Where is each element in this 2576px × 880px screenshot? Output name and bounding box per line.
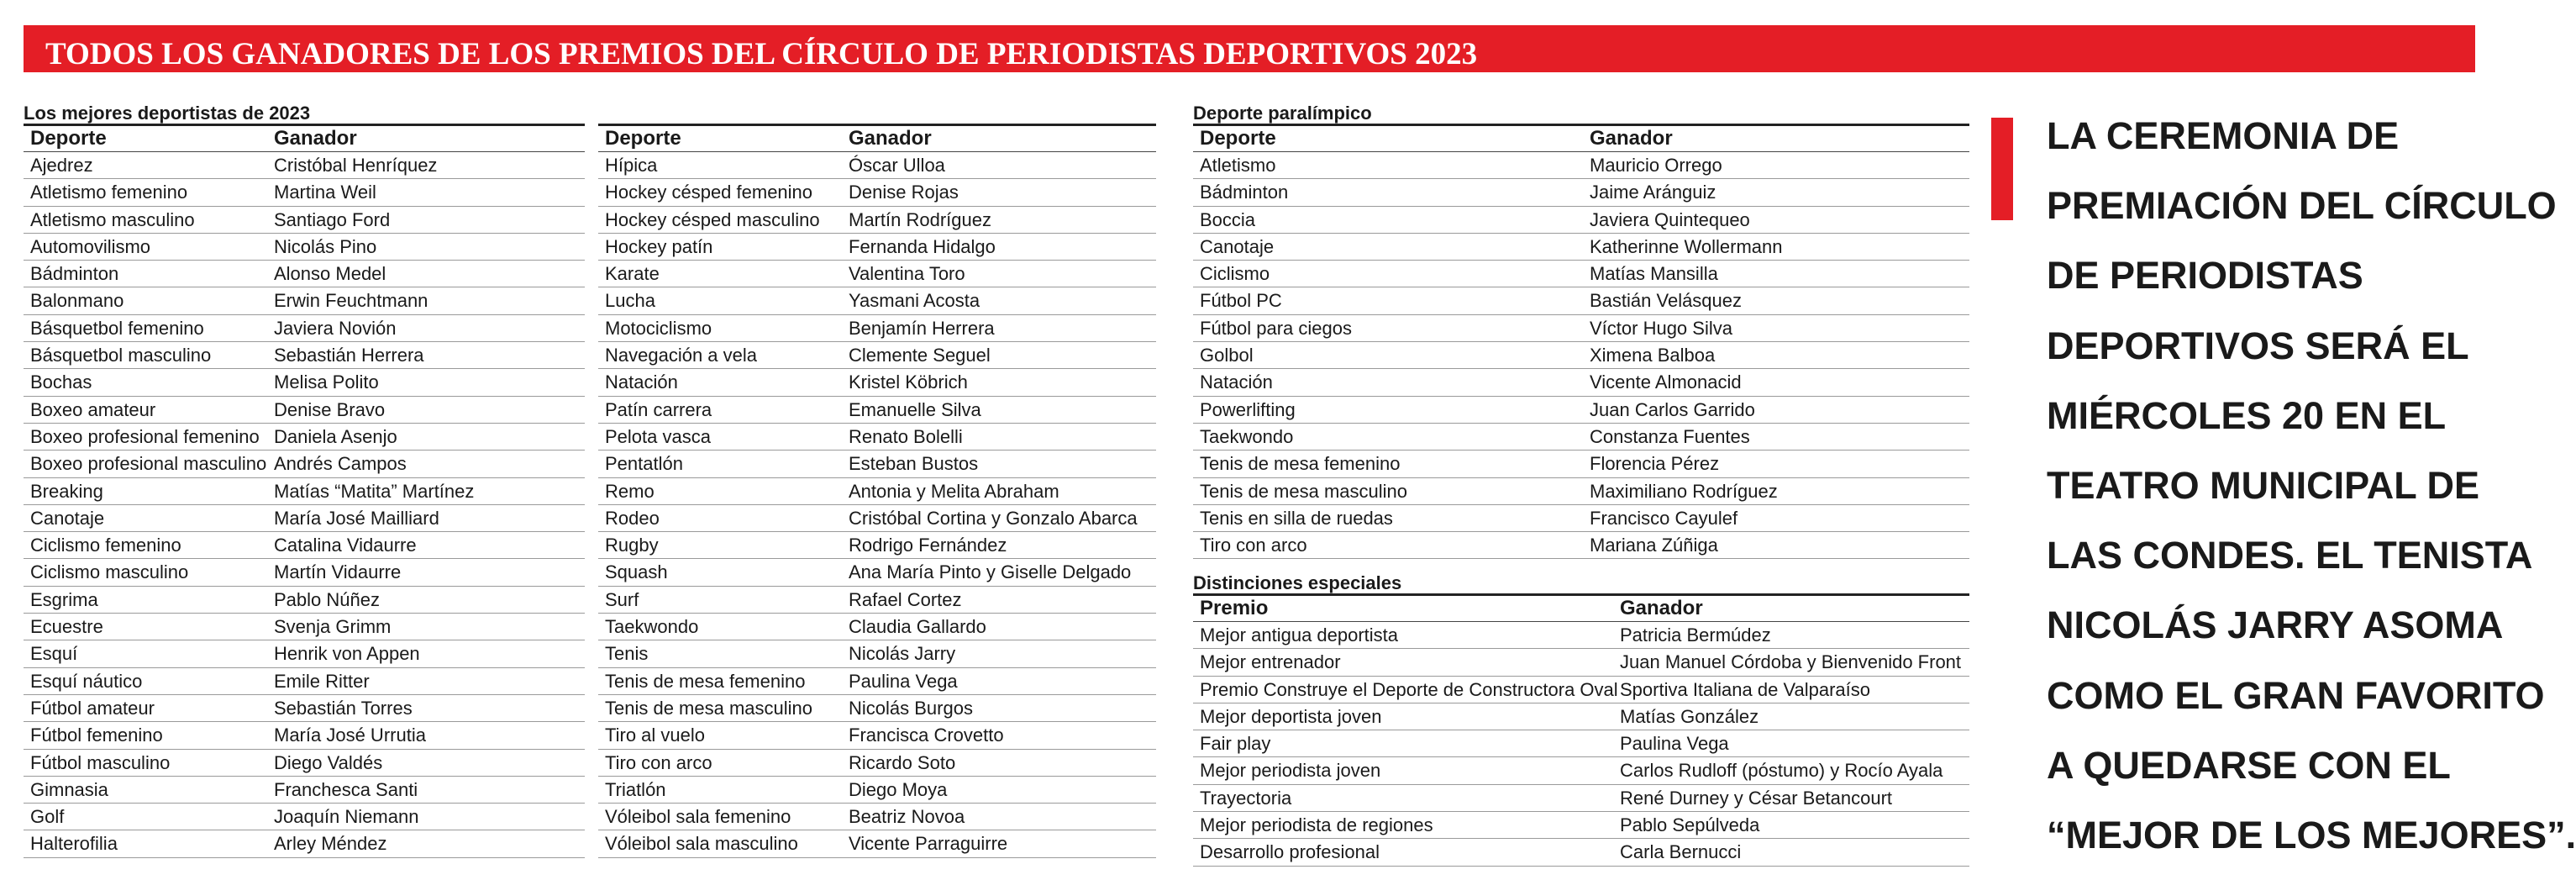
cell-winner: Alonso Medel: [274, 263, 386, 285]
cell-category: Tenis de mesa femenino: [1200, 453, 1401, 475]
cell-winner: Sebastián Torres: [274, 697, 413, 719]
cell-category: Trayectoria: [1200, 787, 1292, 809]
table-row: [598, 668, 1156, 695]
cell-winner: Florencia Pérez: [1590, 453, 1720, 475]
cell-winner: Erwin Feuchtmann: [274, 290, 428, 312]
mejores-caption: Los mejores deportistas de 2023: [24, 103, 311, 124]
cell-category: Boxeo profesional femenino: [30, 425, 260, 447]
table-row: [1193, 397, 1969, 424]
table-row: [598, 424, 1156, 451]
table-row: [24, 559, 585, 586]
table-row: [598, 152, 1156, 179]
cell-category: Premio Construye el Deporte de Constructora Oval: [1200, 678, 1618, 700]
distinciones-caption: Distinciones especiales: [1193, 572, 1402, 593]
table-row: [24, 152, 585, 179]
cell-category: Triatlón: [605, 778, 666, 800]
cell-winner: Emile Ritter: [274, 670, 370, 692]
cell-winner: Mauricio Orrego: [1590, 155, 1722, 176]
table-row: [1193, 315, 1969, 342]
table-row: [24, 261, 585, 287]
cell-category: Tenis en silla de ruedas: [1200, 507, 1393, 529]
table-body: [24, 152, 585, 858]
cell-winner: Arley Méndez: [274, 833, 387, 855]
table-row: [1193, 812, 1969, 839]
table-row: [1193, 261, 1969, 287]
cell-category: Fair play: [1200, 733, 1271, 755]
header-deporte: Deporte: [30, 127, 107, 150]
table-row: [598, 640, 1156, 667]
table-row: [1193, 677, 1969, 703]
highlight-line: DE PERIODISTAS: [2047, 254, 2363, 298]
cell-category: Mejor antigua deportista: [1200, 624, 1399, 646]
cell-category: Ciclismo: [1200, 263, 1270, 285]
cell-category: Karate: [605, 263, 660, 285]
cell-winner: Ana María Pinto y Giselle Delgado: [849, 561, 1132, 583]
table-row: [24, 451, 585, 477]
cell-category: Balonmano: [30, 290, 124, 312]
cell-category: Taekwondo: [1200, 425, 1294, 447]
table-row: [24, 830, 585, 857]
cell-category: Esgrima: [30, 588, 98, 610]
table-row: [598, 369, 1156, 396]
cell-category: Patín carrera: [605, 398, 712, 420]
table-header: [598, 124, 1156, 152]
cell-category: Boxeo profesional masculino: [30, 453, 267, 475]
table-row: [598, 287, 1156, 314]
table-row: [598, 804, 1156, 830]
cell-category: Atletismo masculino: [30, 208, 195, 230]
table-row: [24, 207, 585, 234]
cell-category: Tiro con arco: [605, 751, 712, 773]
cell-category: Bádminton: [1200, 182, 1289, 203]
cell-category: Tiro al vuelo: [605, 725, 706, 746]
table-row: [24, 397, 585, 424]
cell-winner: María José Mailliard: [274, 507, 439, 529]
table-row: [1193, 785, 1969, 812]
cell-category: Fútbol para ciegos: [1200, 317, 1352, 339]
table-row: [1193, 424, 1969, 451]
cell-winner: Martín Rodríguez: [849, 208, 991, 230]
cell-winner: Sportiva Italiana de Valparaíso: [1620, 678, 1870, 700]
table-row: [598, 451, 1156, 477]
distinciones-table: [1193, 573, 1969, 867]
cell-category: Atletismo femenino: [30, 182, 188, 203]
table-row: [24, 505, 585, 532]
header-ganador: Ganador: [274, 127, 357, 150]
table-row: [24, 750, 585, 777]
cell-category: Natación: [605, 371, 678, 393]
cell-category: Lucha: [605, 290, 655, 312]
cell-category: Golf: [30, 806, 65, 828]
cell-winner: René Durney y César Betancourt: [1620, 787, 1893, 809]
cell-category: Desarrollo profesional: [1200, 841, 1380, 863]
cell-winner: Matías González: [1620, 705, 1759, 727]
cell-category: Golbol: [1200, 345, 1254, 366]
table-row: [598, 722, 1156, 749]
cell-category: Mejor periodista joven: [1200, 760, 1381, 782]
cell-category: Taekwondo: [605, 616, 699, 638]
cell-category: Tenis de mesa masculino: [605, 697, 813, 719]
cell-winner: Javiera Quintequeo: [1590, 208, 1750, 230]
table-row: [598, 478, 1156, 505]
cell-winner: Santiago Ford: [274, 208, 391, 230]
table-row: [24, 587, 585, 614]
cell-category: Navegación a vela: [605, 345, 758, 366]
cell-winner: Carla Bernucci: [1620, 841, 1742, 863]
cell-winner: Patricia Bermúdez: [1620, 624, 1771, 646]
cell-winner: Rafael Cortez: [849, 588, 962, 610]
cell-category: Tenis de mesa masculino: [1200, 480, 1408, 502]
cell-winner: Vicente Almonacid: [1590, 371, 1742, 393]
table-body: [1193, 622, 1969, 867]
cell-category: Pentatlón: [605, 453, 683, 475]
table-row: [598, 750, 1156, 777]
cell-category: Ciclismo masculino: [30, 561, 189, 583]
table-body: [598, 152, 1156, 858]
highlight-line: PREMIACIÓN DEL CÍRCULO: [2047, 184, 2557, 228]
table-row: [598, 830, 1156, 857]
table-row: [24, 804, 585, 830]
mejores-table-right: [598, 124, 1156, 858]
cell-winner: Rodrigo Fernández: [849, 535, 1007, 556]
cell-category: Hockey césped masculino: [605, 208, 820, 230]
cell-category: Atletismo: [1200, 155, 1276, 176]
table-row: [24, 478, 585, 505]
cell-category: Bádminton: [30, 263, 119, 285]
table-row: [1193, 505, 1969, 532]
cell-category: Gimnasia: [30, 778, 108, 800]
cell-category: Fútbol PC: [1200, 290, 1282, 312]
cell-winner: Pablo Núñez: [274, 588, 380, 610]
header-ganador: Ganador: [1620, 597, 1703, 619]
cell-winner: Svenja Grimm: [274, 616, 392, 638]
cell-category: Ajedrez: [30, 155, 93, 176]
table-row: [598, 261, 1156, 287]
cell-category: Esquí: [30, 643, 78, 665]
header-ganador: Ganador: [849, 127, 932, 150]
cell-winner: Nicolás Jarry: [849, 643, 956, 665]
cell-category: Powerlifting: [1200, 398, 1296, 420]
table-row: [598, 614, 1156, 640]
cell-winner: Ximena Balboa: [1590, 345, 1716, 366]
cell-winner: Víctor Hugo Silva: [1590, 317, 1732, 339]
table-row: [24, 287, 585, 314]
cell-category: Automovilismo: [30, 235, 151, 257]
cell-winner: Denise Rojas: [849, 182, 959, 203]
cell-winner: Fernanda Hidalgo: [849, 235, 996, 257]
table-row: [598, 397, 1156, 424]
cell-category: Hockey patín: [605, 235, 713, 257]
cell-category: Squash: [605, 561, 668, 583]
cell-category: Rugby: [605, 535, 659, 556]
highlight-line: DEPORTIVOS SERÁ EL: [2047, 324, 2469, 367]
cell-winner: Pablo Sepúlveda: [1620, 814, 1760, 836]
cell-winner: Melisa Polito: [274, 371, 379, 393]
table-row: [598, 777, 1156, 804]
cell-winner: Emanuelle Silva: [849, 398, 981, 420]
cell-category: Bochas: [30, 371, 92, 393]
cell-winner: Cristóbal Cortina y Gonzalo Abarca: [849, 507, 1138, 529]
table-row: [24, 640, 585, 667]
header-deporte: Deporte: [1200, 127, 1276, 150]
cell-winner: Katherinne Wollermann: [1590, 235, 1783, 257]
table-header: [24, 124, 585, 152]
table-row: [598, 342, 1156, 369]
highlight-line: A QUEDARSE CON EL: [2047, 743, 2451, 787]
page-title: TODOS LOS GANADORES DE LOS PREMIOS DEL CÍRCULO DE PERIODISTAS DEPORTIVOS 2023: [45, 37, 1478, 71]
cell-category: Esquí náutico: [30, 670, 143, 692]
cell-winner: Kristel Köbrich: [849, 371, 968, 393]
table-row: [598, 234, 1156, 261]
cell-category: Fútbol amateur: [30, 697, 155, 719]
cell-winner: Ricardo Soto: [849, 751, 956, 773]
cell-category: Rodeo: [605, 507, 660, 529]
table-row: [1193, 703, 1969, 730]
table-row: [598, 695, 1156, 722]
cell-category: Mejor entrenador: [1200, 651, 1341, 673]
cell-winner: Javiera Novión: [274, 317, 397, 339]
cell-winner: Joaquín Niemann: [274, 806, 419, 828]
cell-winner: Diego Valdés: [274, 751, 383, 773]
table-row: [24, 532, 585, 559]
cell-winner: Andrés Campos: [274, 453, 407, 475]
cell-winner: Franchesca Santi: [274, 778, 418, 800]
table-row: [1193, 839, 1969, 866]
cell-winner: Clemente Seguel: [849, 345, 991, 366]
table-row: [598, 505, 1156, 532]
cell-winner: Catalina Vidaurre: [274, 535, 417, 556]
highlight-line: “MEJOR DE LOS MEJORES”.: [2047, 814, 2576, 857]
header-premio: Premio: [1200, 597, 1269, 619]
cell-winner: Renato Bolelli: [849, 425, 963, 447]
cell-winner: Diego Moya: [849, 778, 948, 800]
cell-category: Mejor periodista de regiones: [1200, 814, 1433, 836]
cell-winner: Denise Bravo: [274, 398, 386, 420]
cell-category: Hockey césped femenino: [605, 182, 813, 203]
table-body: [1193, 152, 1969, 559]
cell-category: Tenis de mesa femenino: [605, 670, 806, 692]
highlight-line: NICOLÁS JARRY ASOMA: [2047, 603, 2504, 647]
cell-winner: Beatriz Novoa: [849, 806, 965, 828]
cell-winner: Matías Mansilla: [1590, 263, 1718, 285]
table-row: [1193, 730, 1969, 757]
table-row: [24, 369, 585, 396]
cell-category: Vóleibol sala femenino: [605, 806, 791, 828]
table-row: [24, 668, 585, 695]
cell-winner: Sebastián Herrera: [274, 345, 424, 366]
table-row: [24, 234, 585, 261]
cell-winner: Carlos Rudloff (póstumo) y Rocío Ayala: [1620, 760, 1943, 782]
table-row: [598, 207, 1156, 234]
cell-winner: Francisca Crovetto: [849, 725, 1004, 746]
cell-winner: Maximiliano Rodríguez: [1590, 480, 1778, 502]
cell-winner: Henrik von Appen: [274, 643, 420, 665]
cell-winner: Cristóbal Henríquez: [274, 155, 438, 176]
table-row: [1193, 757, 1969, 784]
cell-winner: Juan Manuel Córdoba y Bienvenido Front: [1620, 651, 1962, 673]
paralimpico-table: [1193, 103, 1969, 559]
table-row: [24, 614, 585, 640]
mejores-table-left: [24, 103, 585, 858]
table-row: [24, 424, 585, 451]
cell-winner: Paulina Vega: [849, 670, 958, 692]
cell-winner: Paulina Vega: [1620, 733, 1729, 755]
cell-winner: Vicente Parraguirre: [849, 833, 1008, 855]
table-row: [1193, 152, 1969, 179]
cell-winner: Mariana Zúñiga: [1590, 535, 1718, 556]
table-row: [1193, 622, 1969, 649]
cell-category: Canotaje: [30, 507, 105, 529]
cell-category: Breaking: [30, 480, 103, 502]
cell-winner: Claudia Gallardo: [849, 616, 986, 638]
cell-category: Boxeo amateur: [30, 398, 156, 420]
table-row: [598, 532, 1156, 559]
cell-winner: Nicolás Burgos: [849, 697, 973, 719]
highlight-line: MIÉRCOLES 20 EN EL: [2047, 393, 2447, 437]
cell-winner: Antonia y Melita Abraham: [849, 480, 1059, 502]
table-row: [24, 777, 585, 804]
table-row: [1193, 207, 1969, 234]
table-row: [1193, 451, 1969, 477]
table-row: [598, 587, 1156, 614]
cell-category: Pelota vasca: [605, 425, 711, 447]
cell-category: Tiro con arco: [1200, 535, 1307, 556]
highlight-line: LA CEREMONIA DE: [2047, 114, 2400, 157]
table-header: [1193, 593, 1969, 622]
cell-category: Canotaje: [1200, 235, 1275, 257]
cell-category: Natación: [1200, 371, 1273, 393]
cell-winner: Nicolás Pino: [274, 235, 377, 257]
cell-category: Surf: [605, 588, 639, 610]
table-row: [598, 179, 1156, 206]
highlight-line: LAS CONDES. EL TENISTA: [2047, 534, 2533, 577]
header-ganador: Ganador: [1590, 127, 1673, 150]
cell-winner: Francisco Cayulef: [1590, 507, 1738, 529]
paralimpico-caption: Deporte paralímpico: [1193, 103, 1372, 124]
cell-winner: Martina Weil: [274, 182, 376, 203]
cell-winner: Juan Carlos Garrido: [1590, 398, 1755, 420]
table-row: [1193, 234, 1969, 261]
table-row: [24, 722, 585, 749]
table-row: [24, 695, 585, 722]
cell-category: Remo: [605, 480, 655, 502]
header-deporte: Deporte: [605, 127, 681, 150]
cell-winner: Matías “Matita” Martínez: [274, 480, 475, 502]
table-row: [598, 315, 1156, 342]
cell-category: Hípica: [605, 155, 658, 176]
cell-category: Básquetbol masculino: [30, 345, 212, 366]
cell-winner: Constanza Fuentes: [1590, 425, 1750, 447]
table-row: [24, 179, 585, 206]
table-row: [1193, 649, 1969, 676]
cell-category: Motociclismo: [605, 317, 712, 339]
highlight-line: COMO EL GRAN FAVORITO: [2047, 673, 2545, 717]
cell-winner: Esteban Bustos: [849, 453, 979, 475]
table-row: [1193, 179, 1969, 206]
table-header: [1193, 124, 1969, 152]
cell-winner: Daniela Asenjo: [274, 425, 397, 447]
cell-category: Mejor deportista joven: [1200, 705, 1382, 727]
cell-category: Ciclismo femenino: [30, 535, 181, 556]
table-row: [1193, 478, 1969, 505]
cell-category: Vóleibol sala masculino: [605, 833, 798, 855]
table-row: [24, 342, 585, 369]
accent-bar: [1991, 118, 2013, 220]
cell-winner: Bastián Velásquez: [1590, 290, 1743, 312]
highlight-text: [2047, 101, 2576, 870]
table-row: [24, 315, 585, 342]
table-row: [1193, 287, 1969, 314]
highlight-line: TEATRO MUNICIPAL DE: [2047, 464, 2479, 508]
cell-winner: Yasmani Acosta: [849, 290, 980, 312]
table-row: [1193, 369, 1969, 396]
cell-category: Ecuestre: [30, 616, 103, 638]
cell-winner: Martín Vidaurre: [274, 561, 402, 583]
cell-category: Tenis: [605, 643, 649, 665]
cell-category: Halterofilia: [30, 833, 118, 855]
cell-winner: Óscar Ulloa: [849, 155, 945, 176]
cell-winner: Jaime Aránguiz: [1590, 182, 1716, 203]
table-row: [1193, 342, 1969, 369]
cell-category: Boccia: [1200, 208, 1256, 230]
cell-category: Fútbol masculino: [30, 751, 171, 773]
cell-winner: Benjamín Herrera: [849, 317, 995, 339]
table-row: [598, 559, 1156, 586]
cell-category: Fútbol femenino: [30, 725, 163, 746]
cell-winner: María José Urrutia: [274, 725, 426, 746]
cell-category: Básquetbol femenino: [30, 317, 204, 339]
table-row: [1193, 532, 1969, 559]
cell-winner: Valentina Toro: [849, 263, 965, 285]
